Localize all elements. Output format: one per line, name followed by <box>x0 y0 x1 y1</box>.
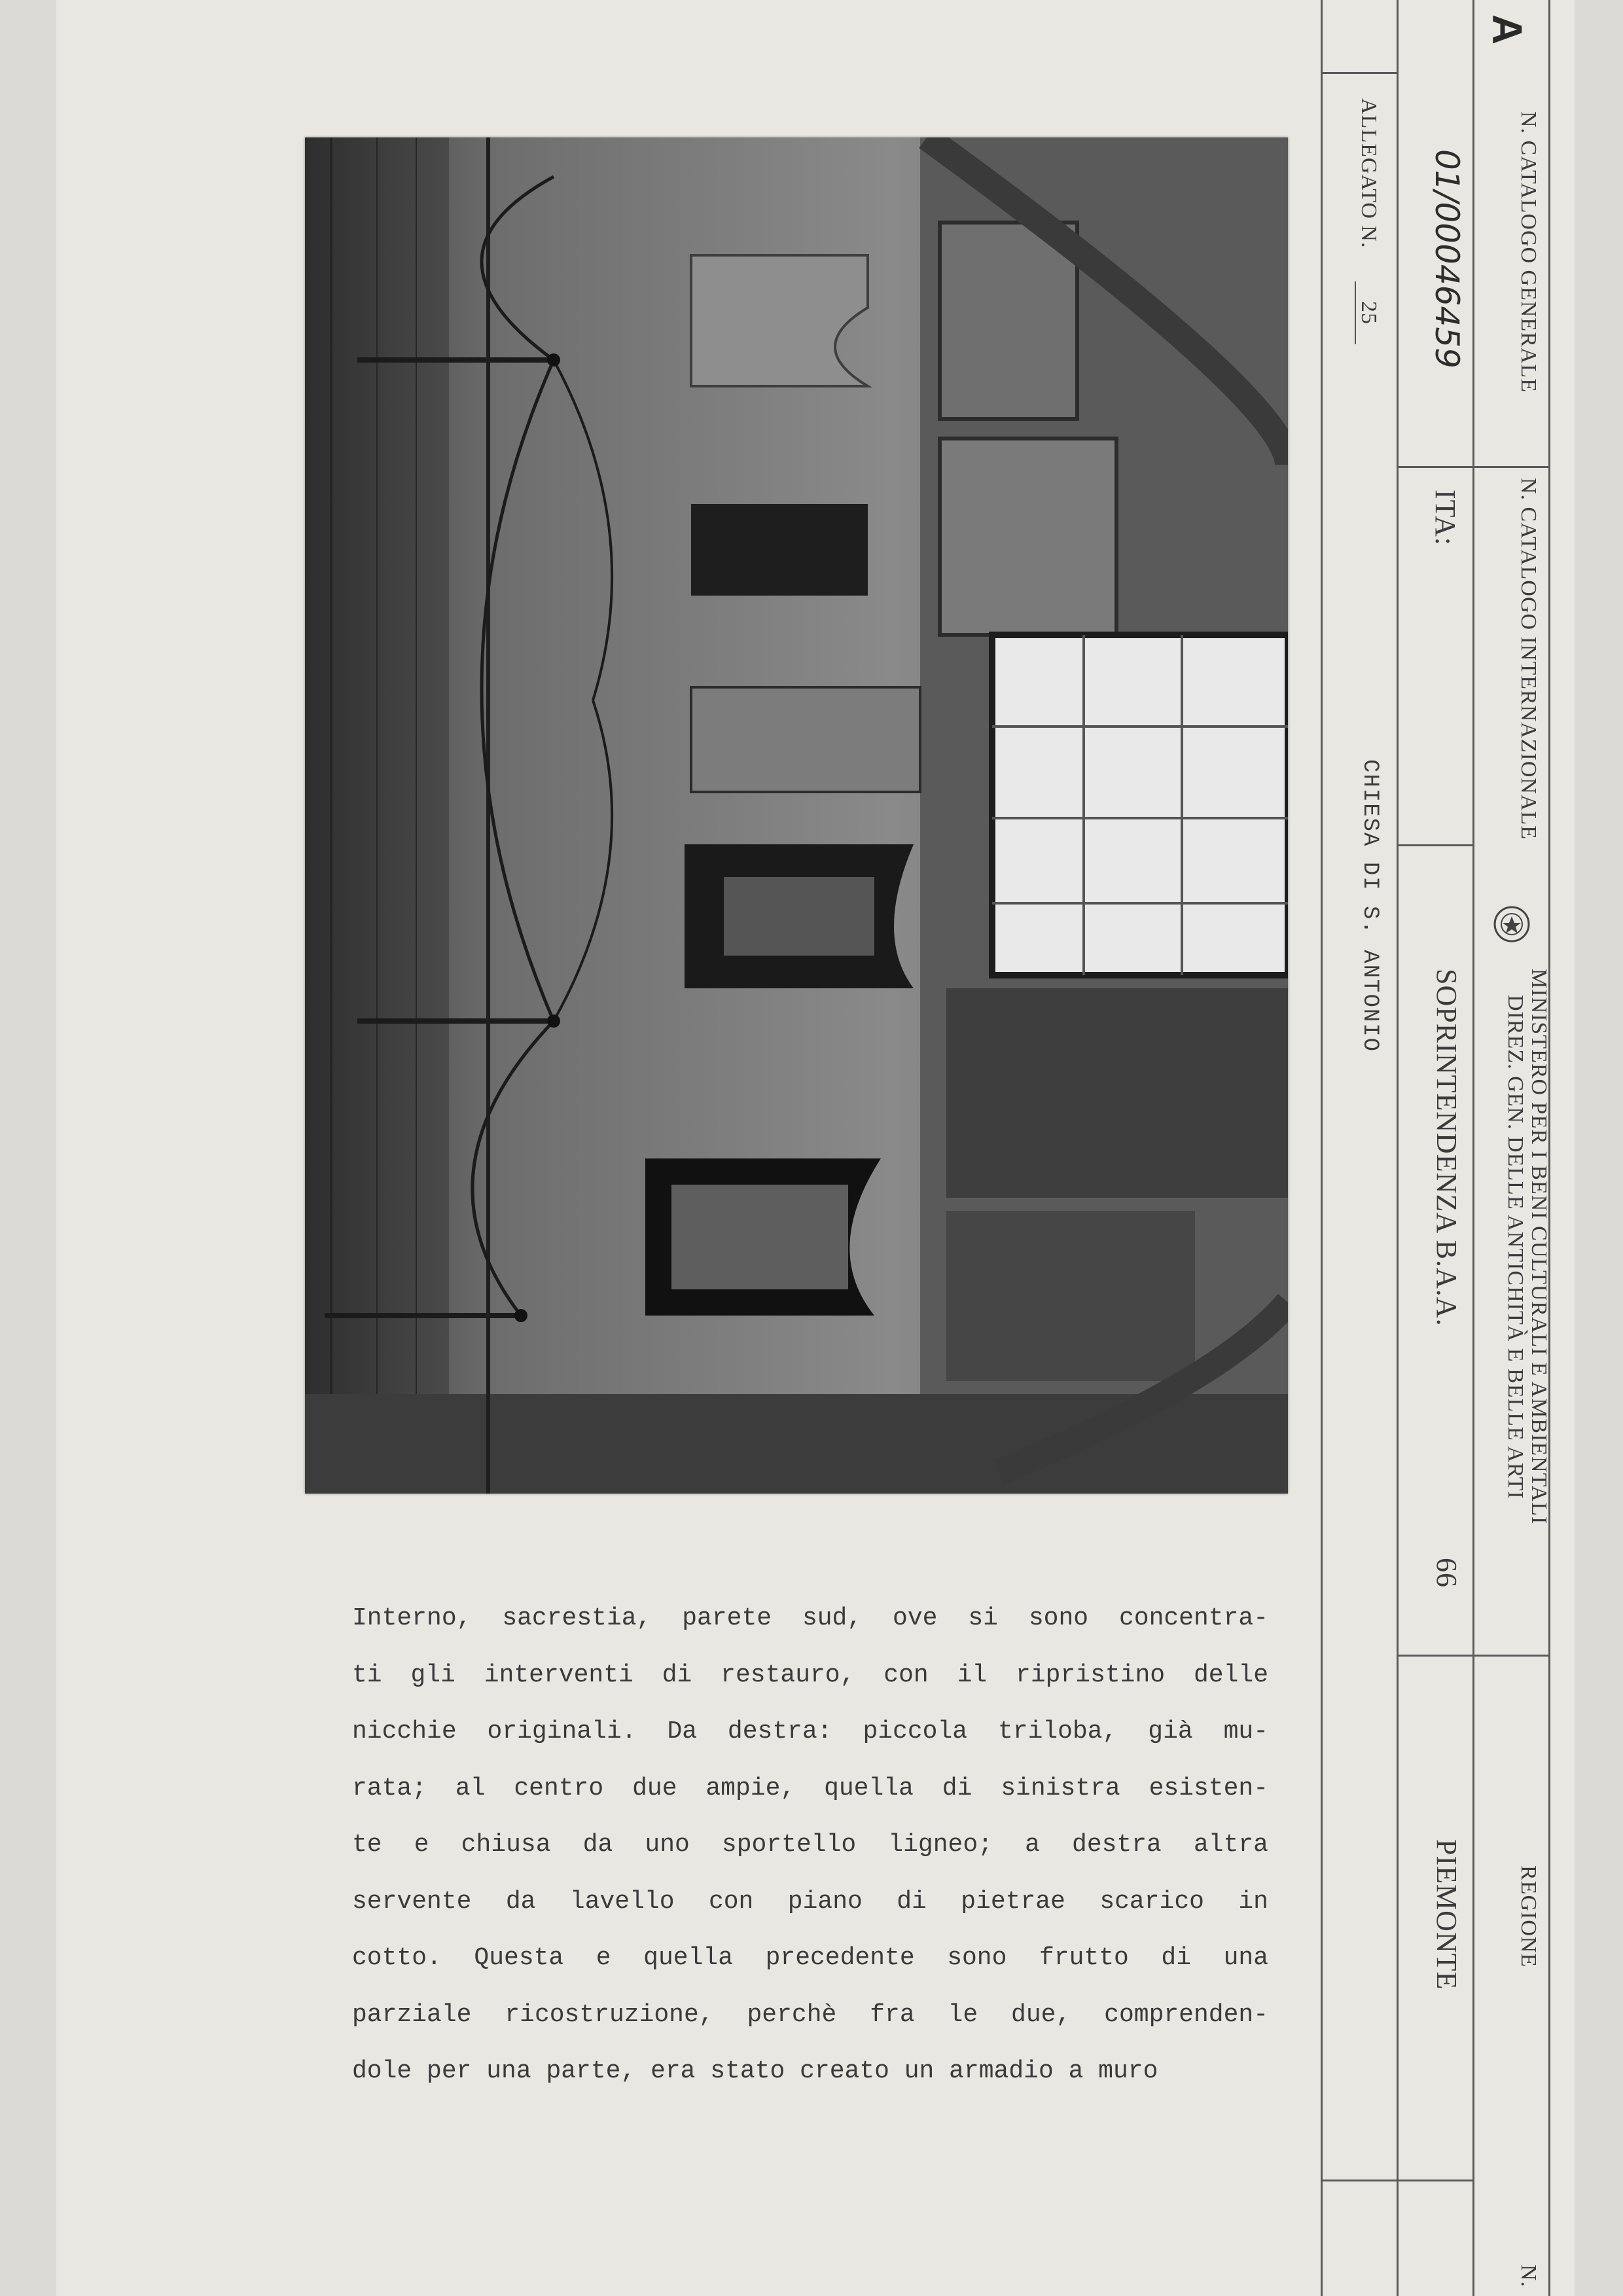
caption-line: servente da lavello con piano di pietrae scarico in <box>352 1887 1268 1916</box>
regione-label: REGIONE <box>1516 1865 1541 1968</box>
caption-line: Interno, sacrestia, parete sud, ove si sono concentra- <box>352 1604 1268 1632</box>
form-divider <box>1321 72 1397 74</box>
ministero-line1: MINISTERO PER I BENI CULTURALI E AMBIENTALI <box>1527 969 1551 1525</box>
caption-line: rata; al centro due ampie, quella di sinistra esisten- <box>352 1774 1268 1803</box>
sacristy-photograph <box>305 137 1288 1494</box>
form-divider <box>1321 2179 1472 2181</box>
caption-line: cotto. Questa e quella precedente sono frutto di una <box>352 1944 1268 1972</box>
allegato-field <box>1355 281 1381 344</box>
form-divider <box>1472 0 1474 2296</box>
n-label: N. <box>1516 2265 1541 2288</box>
form-letter: A <box>1484 14 1531 45</box>
catalogo-internazionale-label: N. CATALOGO INTERNAZIONALE <box>1516 478 1541 840</box>
ministero-line2: DIREZ. GEN. DELLE ANTICHITÀ E BELLE ARTI <box>1503 995 1527 1499</box>
subject-title: CHIESA DI S. ANTONIO <box>1357 759 1382 1053</box>
caption-line: ti gli interventi di restauro, con il ripristino delle <box>352 1660 1268 1689</box>
soprintendenza: SOPRINTENDENZA B.A.A. <box>1431 969 1463 1327</box>
caption-line: parziale ricostruzione, perchè fra le due, comprenden- <box>352 2000 1268 2029</box>
form-divider <box>1397 844 1472 846</box>
catalogo-internazionale-value: ITA: <box>1429 490 1461 547</box>
caption-line: te e chiusa da uno sportello ligneo; a destra altra <box>352 1831 1268 1859</box>
allegato-value: 25 <box>1355 281 1381 344</box>
catalogue-form <box>1321 0 1576 2296</box>
allegato-label: ALLEGATO N. <box>1357 98 1381 249</box>
form-divider <box>1397 0 1399 2296</box>
regione-value: PIEMONTE <box>1431 1839 1463 1990</box>
catalogo-generale-value: 01/00046459 <box>1428 149 1466 368</box>
caption-line: nicchie originali. Da destra: piccola triloba, già mu- <box>352 1717 1268 1746</box>
republic-emblem-icon <box>1492 897 1531 952</box>
form-divider <box>1397 1655 1548 1657</box>
caption-line: dole per una parte, era stato creato un armadio a muro <box>352 2057 1158 2085</box>
form-divider <box>1321 0 1323 2296</box>
catalogo-generale-label: N. CATALOGO GENERALE <box>1516 111 1541 393</box>
photo-caption <box>352 1590 1268 2100</box>
photo-illustration <box>305 137 1288 1494</box>
soprintendenza-number: 66 <box>1431 1558 1463 1588</box>
form-divider <box>1397 466 1548 468</box>
